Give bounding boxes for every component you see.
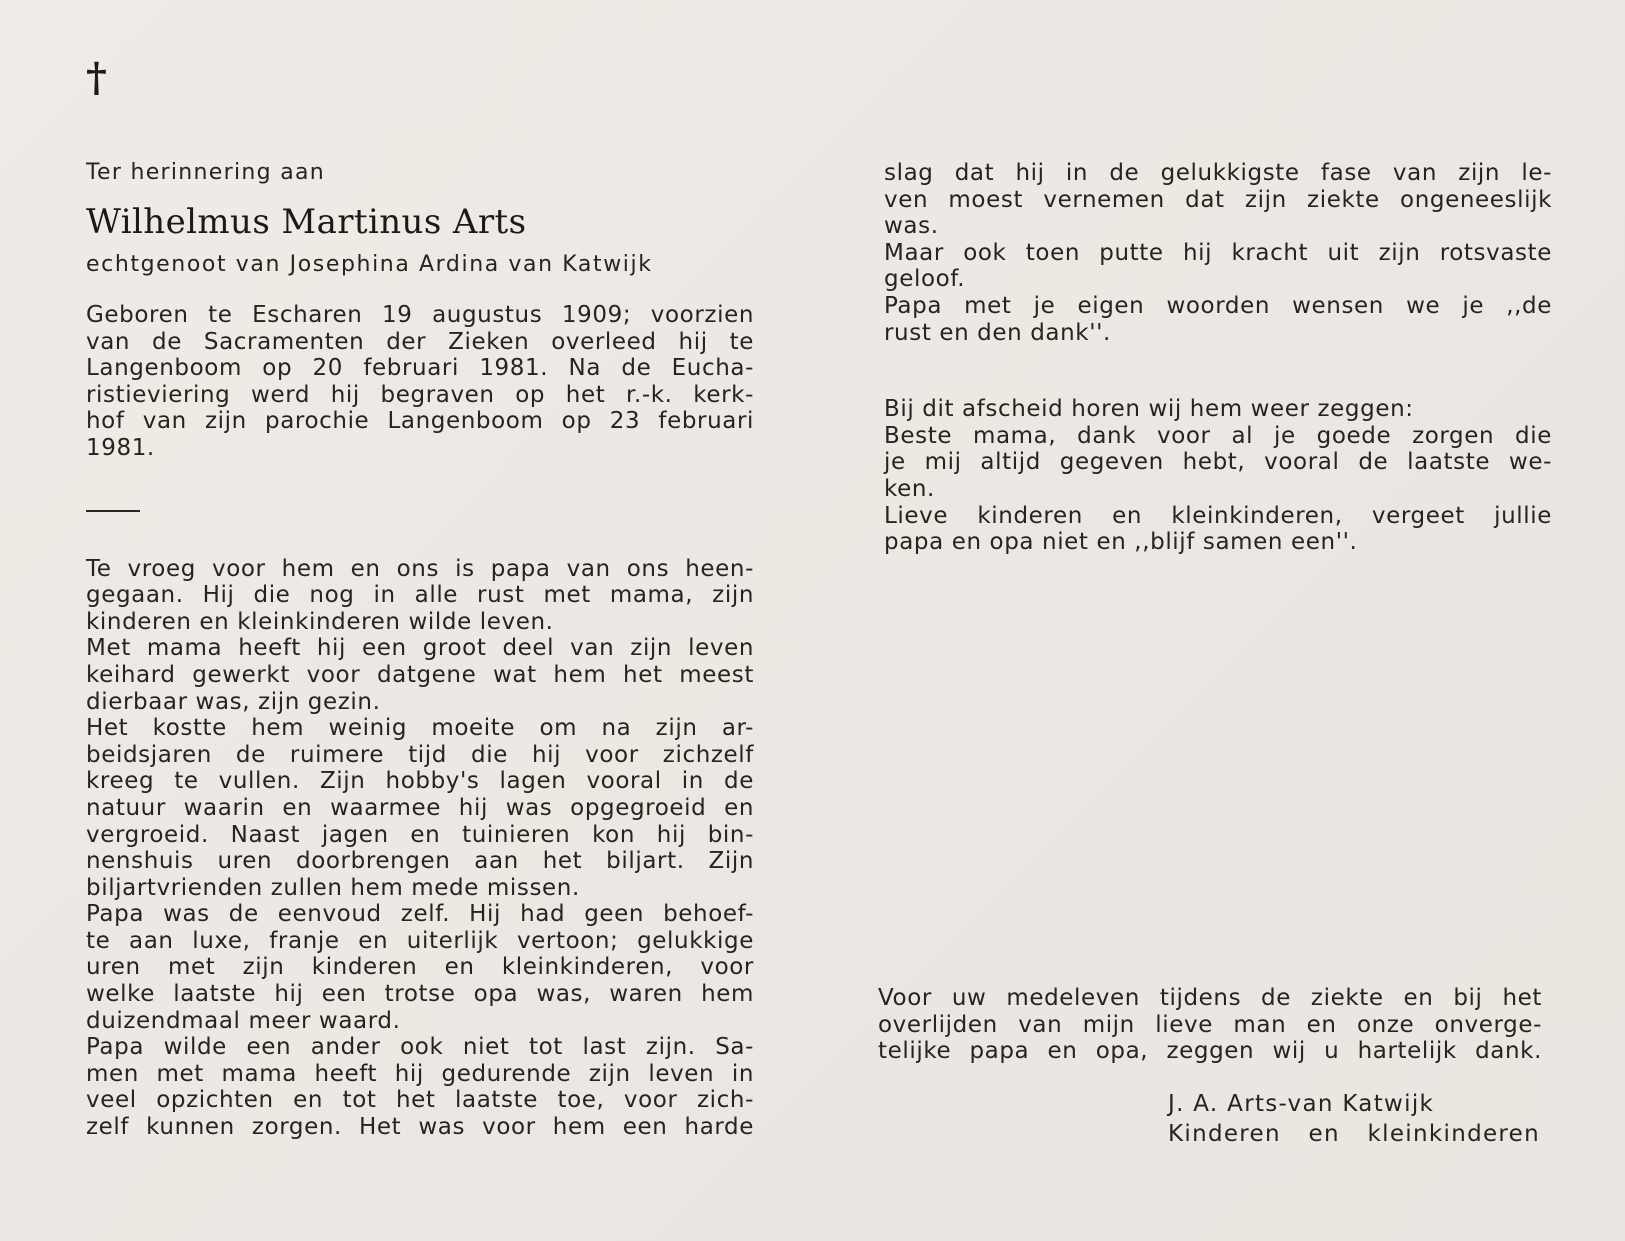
- text-line: keihard gewerkt voor datgene wat hem het meest: [86, 661, 754, 688]
- text-line: slag dat hij in de gelukkigste fase van zijn le-: [884, 160, 1552, 186]
- signature-family: Kinderen en kleinkinderen: [1168, 1121, 1540, 1147]
- cross-icon: †: [86, 54, 107, 101]
- text-line: beidsjaren de ruimere tijd die hij voor zichzelf: [86, 741, 754, 768]
- signature-block: [1168, 1089, 1540, 1149]
- text-line: natuur waarin en waarmee hij was opgegroeid en: [86, 794, 754, 821]
- text-line: men met mama heeft hij gedurende zijn leven in: [86, 1060, 754, 1087]
- text-line: ken.: [884, 475, 935, 502]
- text-line: Het kostte hem weinig moeite om na zijn ar-: [86, 715, 754, 742]
- text-line: overlijden van mijn lieve man en onze onverge-: [878, 1011, 1542, 1038]
- text-line: gegaan. Hij die nog in alle rust met mama, zijn: [86, 582, 754, 609]
- text-line: Papa was de eenvoud zelf. Hij had geen behoef-: [86, 901, 754, 928]
- text-line: telijke papa en opa, zeggen wij u hartelijk dank.: [878, 1038, 1542, 1065]
- text-line: Langenboom op 20 februari 1981. Na de Eucha-: [86, 355, 754, 382]
- text-line: welke laatste hij een trotse opa was, waren hem: [86, 981, 754, 1008]
- thanks-paragraph: [878, 985, 1542, 1065]
- text-line: kreeg te vullen. Zijn hobby's lagen vooral in de: [86, 768, 754, 795]
- intro-text: Ter herinnering aan: [86, 160, 325, 185]
- text-line: was.: [884, 213, 939, 240]
- text-line: vergroeid. Naast jagen en tuinieren kon hij bin-: [86, 821, 754, 848]
- text-line: ristieviering werd hij begraven op het r.-k. kerk-: [86, 381, 754, 408]
- text-line: kinderen en kleinkinderen wilde leven.: [86, 608, 554, 635]
- right-column: [884, 160, 1552, 556]
- divider-dash: [86, 510, 140, 512]
- text-line: Papa wilde een ander ook niet tot last zijn. Sa-: [86, 1034, 754, 1061]
- text-line: hof van zijn parochie Langenboom op 23 februari: [86, 408, 754, 435]
- text-line: uren met zijn kinderen en kleinkinderen, voor: [86, 954, 754, 981]
- text-line: Beste mama, dank voor al je goede zorgen die: [884, 422, 1552, 449]
- signature-name: J. A. Arts-van Katwijk: [1168, 1091, 1435, 1117]
- deceased-name: Wilhelmus Martinus Arts: [86, 202, 527, 242]
- life-text-paragraph: [86, 556, 754, 1141]
- text-line: je mij altijd gegeven hebt, vooral de laatste we-: [884, 449, 1552, 476]
- text-line: zelf kunnen zorgen. Het was voor hem een harde: [86, 1114, 754, 1141]
- text-line: papa en opa niet en ,,blijf samen een''.: [884, 529, 1358, 556]
- continued-text-paragraph: [884, 160, 1552, 346]
- text-line: rust en den dank''.: [884, 319, 1111, 346]
- text-line: Met mama heeft hij een groot deel van zijn leven: [86, 635, 754, 662]
- text-line: van de Sacramenten der Zieken overleed hij te: [86, 328, 754, 355]
- text-line: Geboren te Escharen 19 augustus 1909; voorzien: [86, 302, 754, 328]
- birth-death-paragraph: [86, 302, 754, 462]
- text-line: ven moest vernemen dat zijn ziekte ongeneeslijk: [884, 186, 1552, 213]
- text-line: Maar ook toen putte hij kracht uit zijn rotsvaste: [884, 239, 1552, 266]
- text-line: veel opzichten en tot het laatste toe, voor zich-: [86, 1087, 754, 1114]
- farewell-paragraph: [884, 396, 1552, 556]
- text-line: Papa met je eigen woorden wensen we je ,,de: [884, 292, 1552, 319]
- text-line: 1981.: [86, 434, 155, 461]
- text-line: duizendmaal meer waard.: [86, 1007, 401, 1034]
- text-line: Bij dit afscheid horen wij hem weer zeggen:: [884, 396, 1414, 423]
- spouse-text: echtgenoot van Josephina Ardina van Katwijk: [86, 252, 653, 277]
- text-line: nenshuis uren doorbrengen aan het biljart. Zijn: [86, 848, 754, 875]
- left-column: [86, 160, 754, 1141]
- text-line: Lieve kinderen en kleinkinderen, vergeet jullie: [884, 502, 1552, 529]
- text-line: te aan luxe, franje en uiterlijk vertoon; gelukkige: [86, 927, 754, 954]
- text-line: geloof.: [884, 266, 966, 293]
- text-line: biljartvrienden zullen hem mede missen.: [86, 874, 580, 901]
- text-line: Te vroeg voor hem en ons is papa van ons heen-: [86, 555, 754, 582]
- text-line: dierbaar was, zijn gezin.: [86, 688, 381, 715]
- text-line: Voor uw medeleven tijdens de ziekte en bij het: [878, 985, 1542, 1011]
